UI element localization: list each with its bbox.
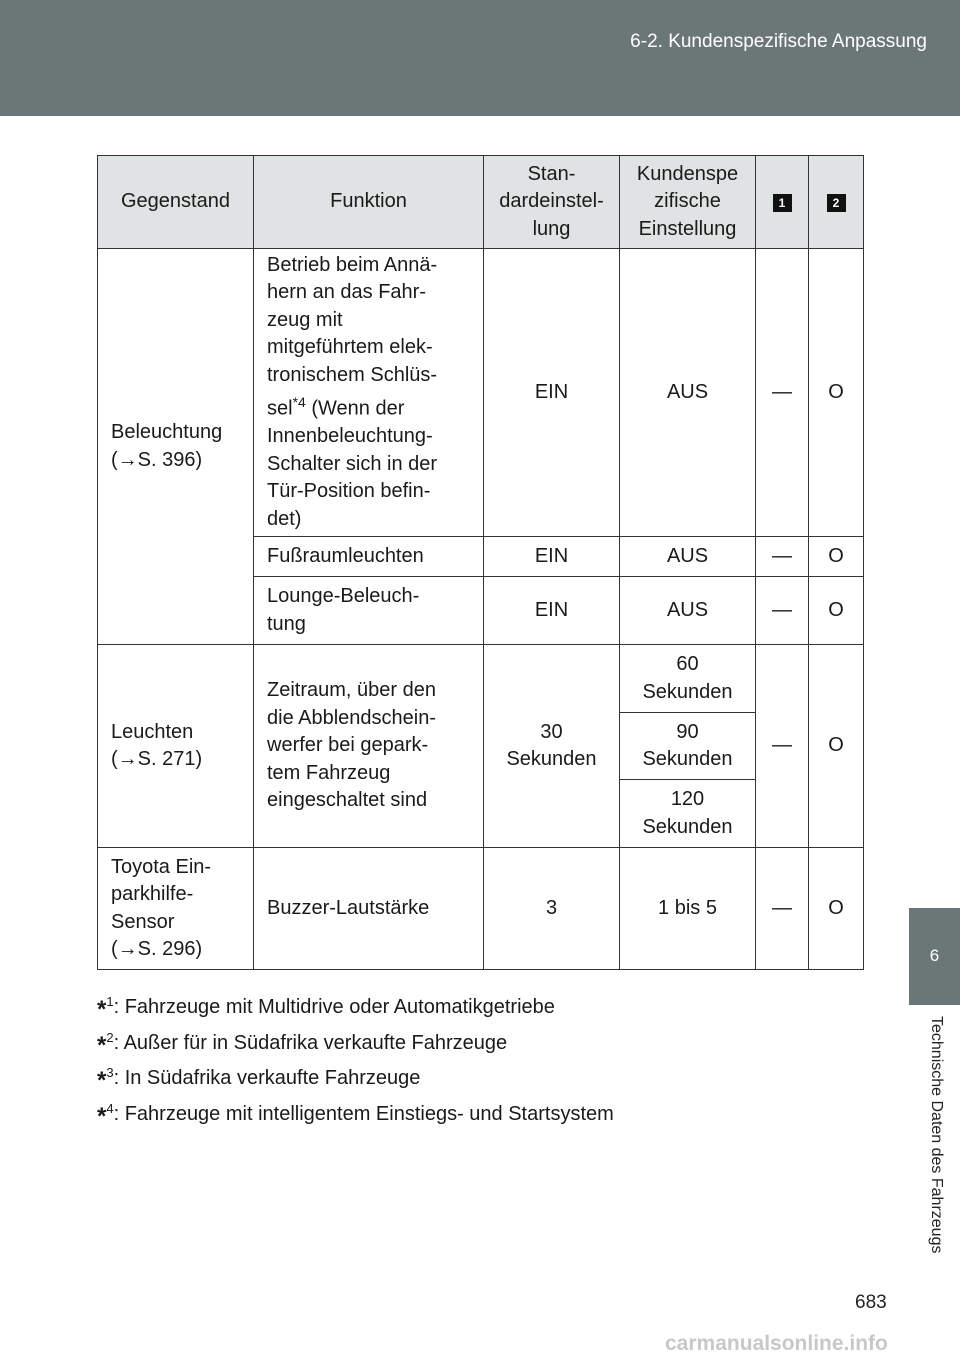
- header-bar: [0, 0, 960, 116]
- cell-col1: —: [756, 848, 809, 970]
- footnote: *$^3$: In Südafrika verkaufte Fahrzeuge: [97, 1065, 421, 1094]
- chapter-label: Technische Daten des Fahrzeugs: [928, 1016, 945, 1254]
- header-default: Stan- dardeinstel- lung: [484, 156, 620, 249]
- cell-default: EIN: [484, 249, 620, 537]
- header-col1: [756, 156, 809, 249]
- cell-custom: 60 Sekunden: [620, 645, 756, 713]
- table-row: [98, 848, 864, 970]
- cell-function: Lounge-Beleuch- tung: [254, 577, 484, 645]
- cell-custom: AUS: [620, 577, 756, 645]
- cell-custom: 1 bis 5: [620, 848, 756, 970]
- cell-default: 3: [484, 848, 620, 970]
- table-row: [98, 645, 864, 713]
- cell-col1: —: [756, 537, 809, 577]
- header-function: Funktion: [254, 156, 484, 249]
- table-row: [98, 249, 864, 537]
- cell-col2: O: [809, 249, 864, 537]
- cell-function: Zeitraum, über den die Abblendschein- werfer bei gepark- tem Fahrzeug eingeschaltet sind: [254, 645, 484, 848]
- cell-function: Fußraumleuchten: [254, 537, 484, 577]
- cell-custom: AUS: [620, 537, 756, 577]
- cell-custom: 120 Sekunden: [620, 780, 756, 848]
- cell-col1: —: [756, 577, 809, 645]
- cell-default: EIN: [484, 577, 620, 645]
- customization-table: [97, 155, 864, 970]
- chapter-number: 6: [929, 946, 940, 965]
- chapter-tab: [909, 908, 960, 1005]
- header-col2: [809, 156, 864, 249]
- header-custom: Kundenspe zifische Einstellung: [620, 156, 756, 249]
- badge-2: 2: [827, 194, 846, 212]
- cell-col2: O: [809, 577, 864, 645]
- cell-col2: O: [809, 645, 864, 848]
- footnote: *$^1$: Fahrzeuge mit Multidrive oder Automatikgetriebe: [97, 994, 555, 1023]
- cell-item: Toyota Ein- parkhilfe- Sensor (→S. 296): [98, 848, 254, 970]
- cell-custom: AUS: [620, 249, 756, 537]
- section-title: 6-2. Kundenspezifische Anpassung: [630, 31, 927, 52]
- cell-item: Leuchten (→S. 271): [98, 645, 254, 848]
- cell-default: 30 Sekunden: [484, 645, 620, 848]
- watermark: carmanualsonline.info: [665, 1332, 888, 1355]
- cell-function: Betrieb beim Annä- hern an das Fahr- zeug mit mitgeführtem elek- tronischem Schlüs- sel$^{*4}$ (Wenn der Innenbeleuchtung- Schalter sich in der Tür-Position befin- det): [254, 249, 484, 537]
- cell-col1: —: [756, 249, 809, 537]
- table-header-row: [98, 156, 864, 249]
- cell-default: EIN: [484, 537, 620, 577]
- cell-col2: O: [809, 537, 864, 577]
- footnote: *$^4$: Fahrzeuge mit intelligentem Einstiegs- und Startsystem: [97, 1100, 614, 1130]
- cell-function: Buzzer-Lautstärke: [254, 848, 484, 970]
- cell-col2: O: [809, 848, 864, 970]
- page-number: 683: [855, 1292, 887, 1313]
- badge-1: 1: [773, 194, 792, 212]
- cell-item: Beleuchtung (→S. 396): [98, 249, 254, 645]
- footnote: *$^2$: Außer für in Südafrika verkaufte Fahrzeuge: [97, 1029, 508, 1059]
- cell-col1: —: [756, 645, 809, 848]
- header-item: Gegenstand: [98, 156, 254, 249]
- cell-custom: 90 Sekunden: [620, 713, 756, 780]
- footnotes: [97, 988, 614, 1130]
